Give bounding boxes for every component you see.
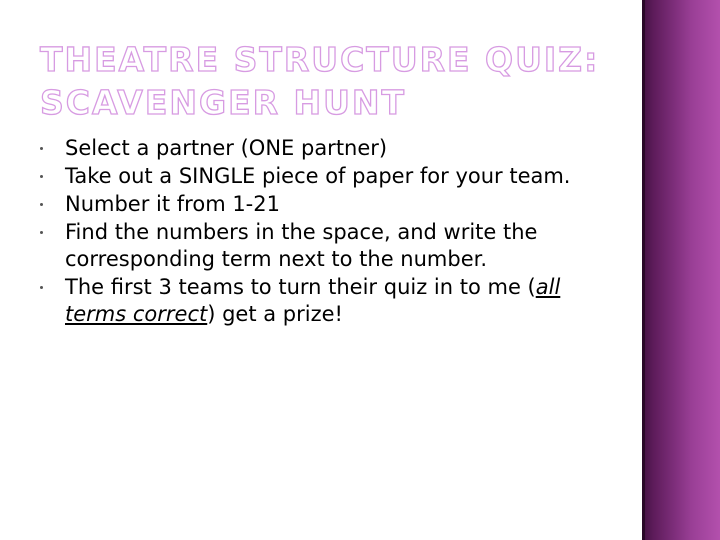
bullet-marker-icon xyxy=(40,286,43,289)
bullet-text-prefix: The first 3 teams to turn their quiz in to me ( xyxy=(65,275,536,299)
slide-title xyxy=(40,38,630,124)
slide-title-line-2: SCAVENGER HUNT xyxy=(40,83,407,122)
bullet-marker-icon xyxy=(40,231,43,234)
bullet-marker-icon xyxy=(40,147,43,150)
bullet-item xyxy=(40,135,610,162)
bullet-item xyxy=(40,219,610,273)
bullet-marker-icon xyxy=(40,203,43,206)
bullet-list xyxy=(40,135,610,329)
bullet-text: Find the numbers in the space, and write the corresponding term next to the number. xyxy=(65,220,538,271)
bullet-item xyxy=(40,191,610,218)
bullet-text: Take out a SINGLE piece of paper for your team. xyxy=(65,164,571,188)
decorative-side-band xyxy=(642,0,720,540)
slide-title-line-1: THEATRE STRUCTURE QUIZ: xyxy=(40,40,600,79)
bullet-text: Select a partner (ONE partner) xyxy=(65,136,388,160)
bullet-item xyxy=(40,163,610,190)
side-band-edge xyxy=(642,0,645,540)
bullet-emphasis: all terms correct xyxy=(65,275,561,326)
bullet-marker-icon xyxy=(40,175,43,178)
bullet-text: Number it from 1-21 xyxy=(65,192,280,216)
bullet-item xyxy=(40,274,610,328)
bullet-text-suffix: ) get a prize! xyxy=(207,302,343,326)
